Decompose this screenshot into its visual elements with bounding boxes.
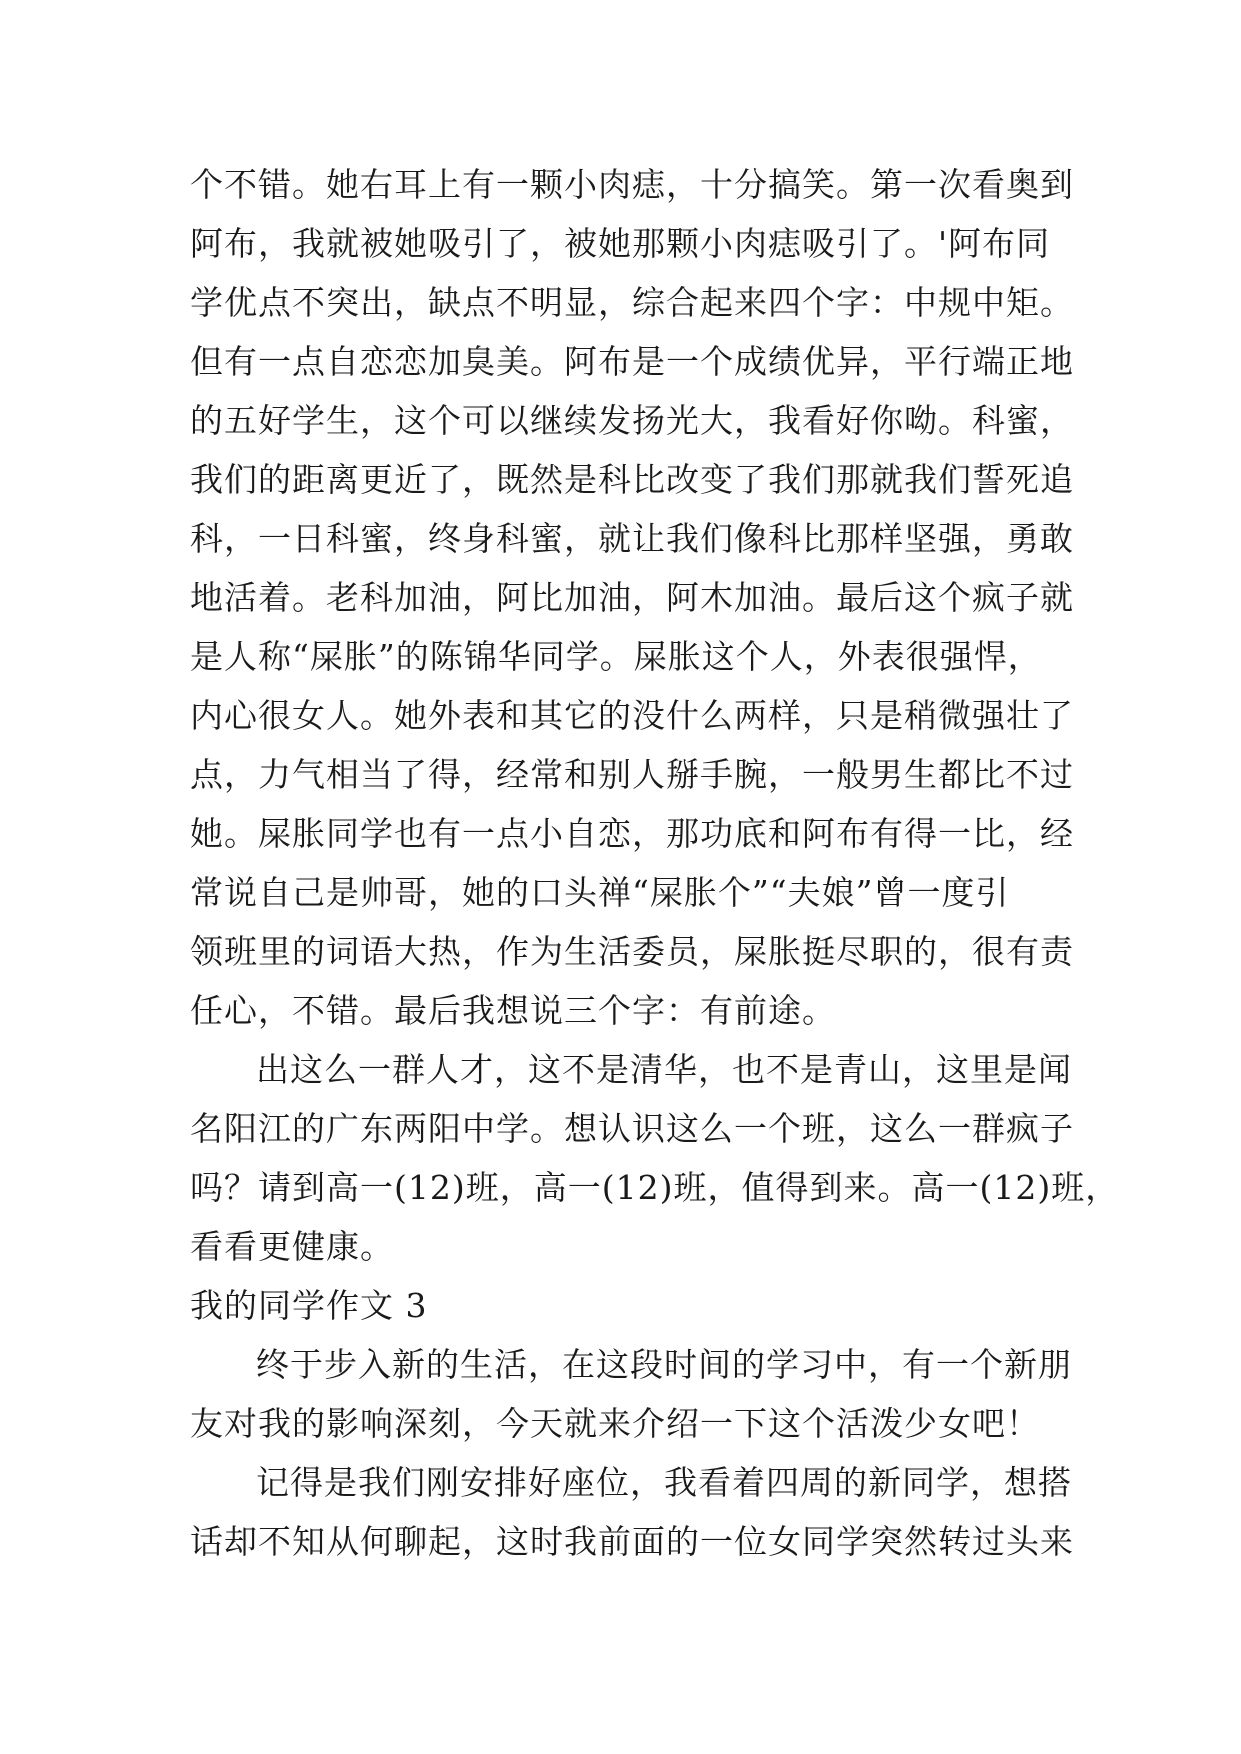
text-line: 任心，不错。最后我想说三个字：有前途。 xyxy=(190,991,836,1030)
text-line: 常说自己是帅哥，她的口头禅“屎胀个”“夫娘”曾一度引 xyxy=(190,873,1010,912)
paragraph-start-line: 终于步入新的生活，在这段时间的学习中，有一个新朋 xyxy=(256,1345,1072,1384)
text-line: 话却不知从何聊起，这时我前面的一位女同学突然转过头来 xyxy=(190,1522,1074,1561)
text-line: 吗？请到高一(12)班，高一(12)班，值得到来。高一(12)班， xyxy=(190,1168,1120,1207)
text-line: 的五好学生，这个可以继续发扬光大，我看好你呦。科蜜， xyxy=(190,401,1074,440)
text-line: 学优点不突出，缺点不明显，综合起来四个字：中规中矩。 xyxy=(190,283,1074,322)
text-line: 科，一日科蜜，终身科蜜，就让我们像科比那样坚强，勇敢 xyxy=(190,519,1074,558)
text-line: 我们的距离更近了，既然是科比改变了我们那就我们誓死追 xyxy=(190,460,1074,499)
text-line: 但有一点自恋恋加臭美。阿布是一个成绩优异，平行端正地 xyxy=(190,342,1074,381)
text-line: 个不错。她右耳上有一颗小肉痣，十分搞笑。第一次看奥到 xyxy=(190,165,1074,204)
document-body xyxy=(190,155,1120,1571)
text-line: 她。屎胀同学也有一点小自恋，那功底和阿布有得一比，经 xyxy=(190,814,1074,853)
text-line: 看看更健康。 xyxy=(190,1227,394,1266)
text-line: 是人称“屎胀”的陈锦华同学。屎胀这个人，外表很强悍， xyxy=(190,637,1042,676)
text-line: 地活着。老科加油，阿比加油，阿木加油。最后这个疯子就 xyxy=(190,578,1074,617)
text-line: 名阳江的广东两阳中学。想认识这么一个班，这么一群疯子 xyxy=(190,1109,1074,1148)
paragraph-start-line: 出这么一群人才，这不是清华，也不是青山，这里是闻 xyxy=(256,1050,1072,1089)
text-line: 点，力气相当了得，经常和别人掰手腕，一般男生都比不过 xyxy=(190,755,1074,794)
text-line: 阿布，我就被她吸引了，被她那颗小肉痣吸引了。'阿布同 xyxy=(190,224,1051,263)
paragraph-start-line: 记得是我们刚安排好座位，我看着四周的新同学，想搭 xyxy=(256,1463,1072,1502)
text-line: 内心很女人。她外表和其它的没什么两样，只是稍微强壮了 xyxy=(190,696,1074,735)
text-line: 领班里的词语大热，作为生活委员，屎胀挺尽职的，很有责 xyxy=(190,932,1074,971)
text-line: 友对我的影响深刻，今天就来介绍一下这个活泼少女吧！ xyxy=(190,1404,1040,1443)
section-heading: 我的同学作文 3 xyxy=(190,1286,428,1325)
